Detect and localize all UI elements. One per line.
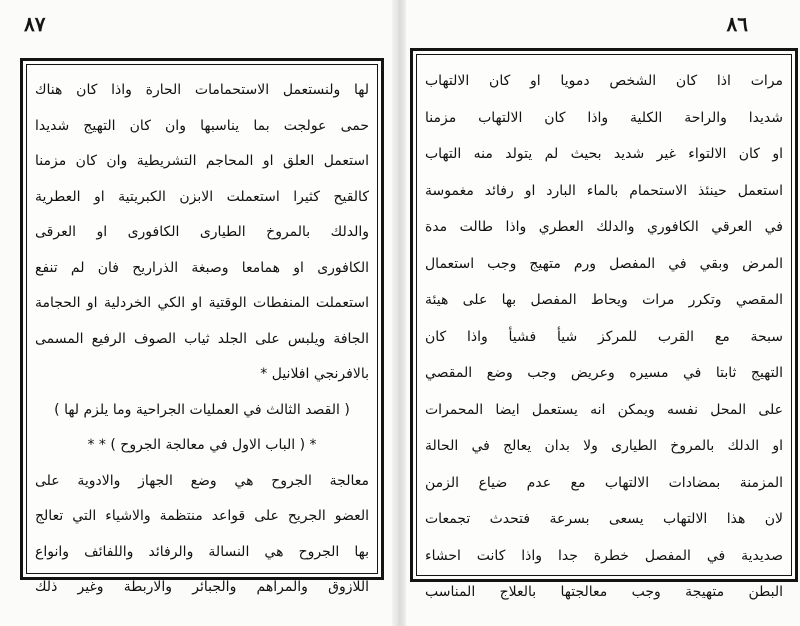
text-line: شديدا والراحة الكلية واذا كان الالتهاب مزمنا — [425, 109, 783, 126]
right-page-number: ٨٦ — [726, 12, 748, 36]
right-page-border — [410, 48, 798, 600]
text-line: او الدلك بالمروخ الطيارى ولا بدان يعالج في الحالة — [425, 438, 783, 454]
text-line: المزمنة بمضادات الالتهاب مع عدم ضياع الزمن — [425, 474, 783, 491]
text-line: المرض وبقي في المفصل ورم متهيج وجب استعمال — [425, 255, 783, 272]
text-line: في العرقي الكافوري والدلك العطري واذا طالت مدة — [425, 219, 783, 235]
text-line: حمى عولجت بما يناسبها وان كان التهيج شديدا — [35, 117, 369, 134]
text-line: الجافة ويلبس على الجلد ثياب الصوف الرفيع المسمى — [35, 330, 369, 347]
text-line: استعملت المنفطات الوقتية او الكي الخردلية او الحجامة — [35, 295, 369, 311]
text-line: سبحة مع القرب للمركز شيأ فشيأ واذا كان — [425, 328, 783, 345]
text-line: التهيج ثابتا في مسيره وعريض وجب وضع المقصي — [425, 365, 783, 381]
text-line: صديدية في المفصل خطرة جدا واذا كانت احشاء — [425, 547, 783, 564]
text-line: على المحل نفسه ويمكن انه يستعمل ايضا المحمرات — [425, 401, 783, 418]
text-line: او كان الالتواء غير شديد بحيث لم يتولد منه التهاب — [425, 146, 783, 162]
text-line: استعمل حينئذ الاستحمام بالماء البارد او رفائد مغموسة — [425, 182, 783, 199]
text-line: والدلك بالمروخ الطيارى الكافورى او العرقى — [35, 224, 369, 240]
text-line: اللازوق والمراهم والجبائر والاربطة وغير ذلك — [35, 579, 369, 595]
text-line: بالافرنجي افلانيل * — [260, 366, 369, 382]
text-line: معالجة الجروح هي وضع الجهاز والادوية على — [35, 472, 369, 489]
left-page-border — [20, 58, 384, 595]
right-page-text-block — [425, 63, 783, 600]
text-line: البطن متهيجة وجب معالجتها بالعلاج المناسب — [425, 584, 783, 600]
text-line: لها ولنستعمل الاستحمامات الحارة واذا كان هناك — [35, 82, 369, 98]
left-page-number: ٨٧ — [24, 12, 46, 36]
text-line: المقصي وتكرر مرات ويحاط المفصل بها على هيئة — [425, 292, 783, 308]
text-line: مرات اذا كان الشخص دمويا او كان الالتهاب — [425, 73, 783, 89]
text-line: بها الجروح هي النسالة والرفائد واللفائف وانواع — [35, 543, 369, 560]
book-gutter — [392, 0, 406, 626]
section-heading: ( القصد الثالث في العمليات الجراحية وما يلزم لها ) — [54, 401, 350, 418]
text-line: الكافورى او همامعا وصبغة الذراريح فان لم تنفع — [35, 259, 369, 276]
left-page-text-block — [35, 73, 369, 595]
text-line: العضو الجريح على قواعد منتظمة والاشياء التي تعالج — [35, 508, 369, 524]
text-line: استعمل العلق او المحاجم التشريطية وان كان مزمنا — [35, 153, 369, 169]
chapter-heading: * ( الباب الاول في معالجة الجروح ) * * — [87, 437, 317, 453]
left-page — [0, 0, 392, 626]
text-line: كالقيح كثيرا استعملت الابزن الكبريتية او العطرية — [35, 188, 369, 205]
right-page — [406, 0, 800, 626]
text-line: لان هذا الالتهاب يسعى بسرعة فتحدث تجمعات — [425, 511, 783, 527]
